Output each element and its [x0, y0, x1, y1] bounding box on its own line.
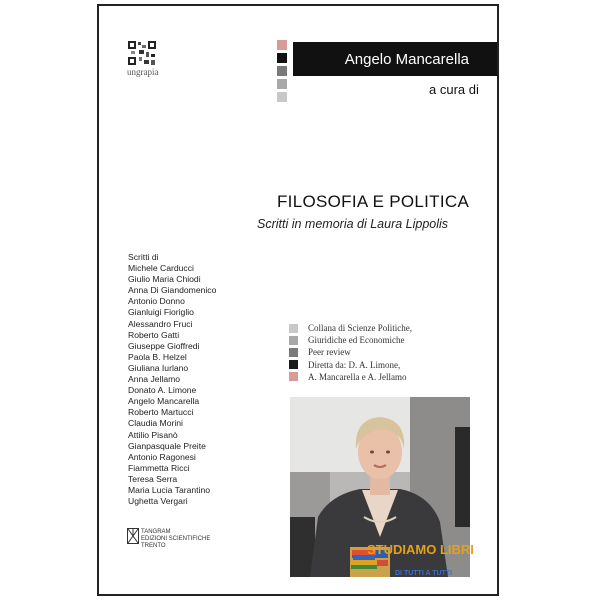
square-mark: [277, 40, 287, 50]
book-cover: [97, 4, 499, 596]
contributor: Roberto Martucci: [128, 407, 194, 418]
series-line: [289, 359, 412, 371]
contributor: Gianpasquale Preite: [128, 440, 206, 451]
decorative-squares: [277, 40, 287, 105]
contributors-list: [128, 252, 216, 507]
series-text: Collana di Scienze Politiche,: [308, 323, 412, 333]
contributor: Michele Carducci: [128, 263, 194, 274]
contributor: Roberto Gatti: [128, 329, 180, 340]
contributor: Giulio Maria Chiodi: [128, 274, 201, 285]
watermark-sub: DI TUTTI A TUTTI: [395, 570, 453, 577]
contributor: Anna Jellamo: [128, 374, 181, 385]
square-mark: [277, 79, 287, 89]
series-square: [289, 348, 298, 357]
contributor: Maria Lucia Tarantino: [128, 484, 211, 495]
publisher-name: [141, 529, 210, 550]
series-line: [289, 371, 412, 383]
contributor: Anna Di Giandomenico: [128, 285, 217, 296]
contributor: Paola B. Helzel: [128, 351, 187, 362]
publisher-line: TANGRAM: [141, 529, 171, 535]
book-subtitle: Scritti in memoria di Laura Lippolis: [257, 217, 449, 231]
contributor: Antonio Donno: [128, 296, 185, 307]
contributor: Giuseppe Gioffredi: [128, 340, 200, 351]
contributor: Gianluigi Fioriglio: [128, 307, 194, 318]
series-square: [289, 360, 298, 369]
square-mark: [277, 53, 287, 63]
series-line: [289, 346, 412, 358]
contributor: Alessandro Fruci: [128, 318, 193, 329]
contributor: Claudia Morini: [128, 418, 183, 429]
contributor: Donato A. Limone: [128, 385, 197, 396]
watermark-main: STUDIAMO LIBRI: [367, 542, 474, 557]
series-square: [289, 324, 298, 333]
contributor: Angelo Mancarella: [128, 396, 200, 407]
series-text: Giuridiche ed Economiche: [308, 335, 405, 346]
publisher-line: TRENTO: [141, 543, 166, 549]
contributor: Attilio Pisanò: [128, 429, 178, 440]
author-name: Angelo Mancarella: [344, 50, 469, 68]
series-info: [289, 322, 412, 383]
contributors-heading: Scritti di: [128, 252, 159, 262]
author-bar: [293, 42, 499, 76]
series-line: [289, 322, 412, 334]
mosaic-logo-icon: [127, 40, 157, 66]
contributor: Fiammetta Ricci: [128, 462, 190, 473]
publisher-line: EDIZIONI SCIENTIFICHE: [141, 536, 211, 542]
book-title: FILOSOFIA E POLITICA: [277, 192, 470, 211]
series-square: [289, 336, 298, 345]
series-text: Diretta da: D. A. Limone,: [308, 359, 401, 370]
square-mark: [277, 66, 287, 76]
publisher-logo: [127, 528, 139, 549]
contributor: Ughetta Vergari: [128, 496, 188, 507]
editor-note: a cura di: [429, 82, 479, 97]
contributor: Teresa Serra: [128, 473, 178, 484]
series-text: Peer review: [308, 347, 351, 358]
series-text: A. Mancarella e A. Jellamo: [308, 371, 407, 382]
series-square: [289, 372, 298, 381]
contributor: Giuliana Iurlano: [128, 362, 189, 373]
imprint-logo: [127, 40, 157, 77]
imprint-logo-text: ungrapia: [127, 67, 159, 77]
tangram-logo-icon: [127, 528, 139, 544]
square-mark: [277, 92, 287, 102]
series-line: [289, 334, 412, 346]
contributor: Antonio Ragonesi: [128, 451, 196, 462]
